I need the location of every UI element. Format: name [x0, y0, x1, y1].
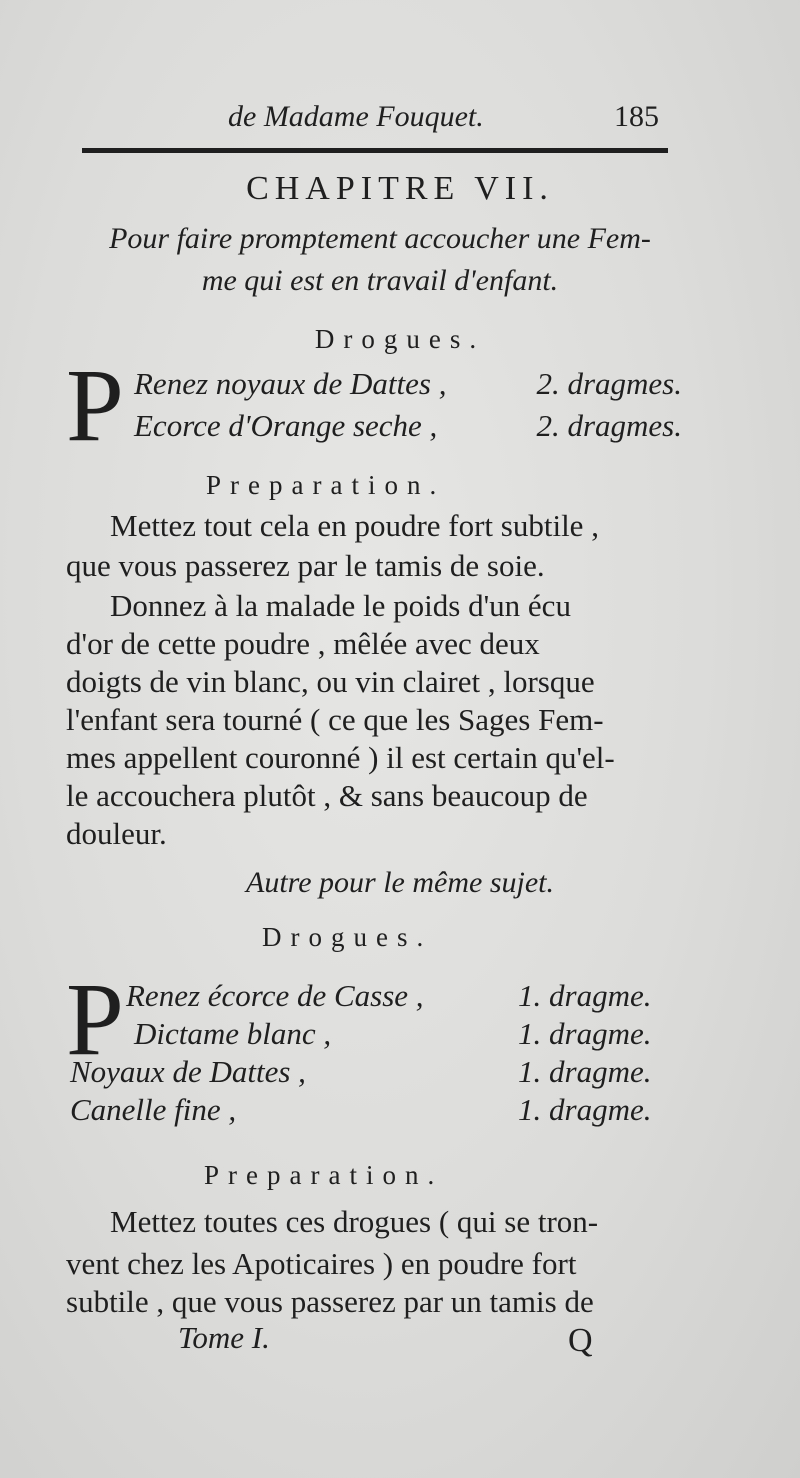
section-subtitle: Autre pour le même sujet.: [246, 866, 554, 899]
ingredient-quantity: 1. dragme.: [518, 1016, 652, 1051]
chapter-subtitle-line: Pour faire promptement accoucher une Fem-: [109, 222, 651, 255]
ingredient-name: Ecorce d'Orange seche ,: [134, 408, 438, 443]
ingredient-name: Renez écorce de Casse ,: [126, 978, 424, 1013]
drogues-heading: Drogues.: [262, 922, 433, 952]
paragraph-line: l'enfant sera tourné ( ce que les Sages Fem-: [66, 702, 604, 737]
chapter-title: CHAPITRE VII.: [246, 170, 554, 207]
drogues-heading: Drogues.: [314, 324, 486, 354]
volume-label: Tome I.: [178, 1320, 270, 1355]
ingredient-quantity: 2. dragmes.: [536, 408, 682, 443]
drop-cap: P: [66, 348, 124, 463]
chapter-subtitle-line: me qui est en travail d'enfant.: [201, 264, 559, 297]
ingredient-name: Noyaux de Dattes ,: [70, 1054, 306, 1089]
paragraph-line: vent chez les Apoticaires ) en poudre fort: [66, 1246, 577, 1281]
page-number: 185: [614, 100, 659, 133]
running-head: de Madame Fouquet.: [228, 100, 484, 133]
header-rule: [82, 148, 668, 153]
paragraph-line: douleur.: [66, 816, 167, 851]
ingredient-name: Dictame blanc ,: [134, 1016, 332, 1051]
ingredient-quantity: 1. dragme.: [518, 1054, 652, 1089]
signature-mark: Q: [568, 1322, 593, 1359]
paragraph-line: doigts de vin blanc, ou vin clairet , lorsque: [66, 664, 595, 699]
paragraph-line: subtile , que vous passerez par un tamis de: [66, 1284, 594, 1319]
preparation-heading: Preparation.: [206, 470, 446, 500]
paragraph-line: que vous passerez par le tamis de soie.: [66, 548, 545, 583]
paragraph-line: le accouchera plutôt , & sans beaucoup de: [66, 778, 588, 813]
ingredient-quantity: 2. dragmes.: [536, 366, 682, 401]
paragraph-line: d'or de cette poudre , mêlée avec deux: [66, 626, 540, 661]
paragraph-line: mes appellent couronné ) il est certain qu'el-: [66, 740, 615, 775]
paragraph-line: Donnez à la malade le poids d'un écu: [110, 588, 571, 623]
ingredient-quantity: 1. dragme.: [518, 978, 652, 1013]
ingredient-name: Renez noyaux de Dattes ,: [134, 366, 447, 401]
paragraph-line: Mettez toutes ces drogues ( qui se tron-: [110, 1204, 599, 1239]
ingredient-quantity: 1. dragme.: [518, 1092, 652, 1127]
drop-cap: P: [66, 962, 124, 1077]
preparation-heading: Preparation.: [204, 1160, 444, 1190]
ingredient-name: Canelle fine ,: [70, 1092, 237, 1127]
paragraph-line: Mettez tout cela en poudre fort subtile ,: [110, 508, 599, 543]
